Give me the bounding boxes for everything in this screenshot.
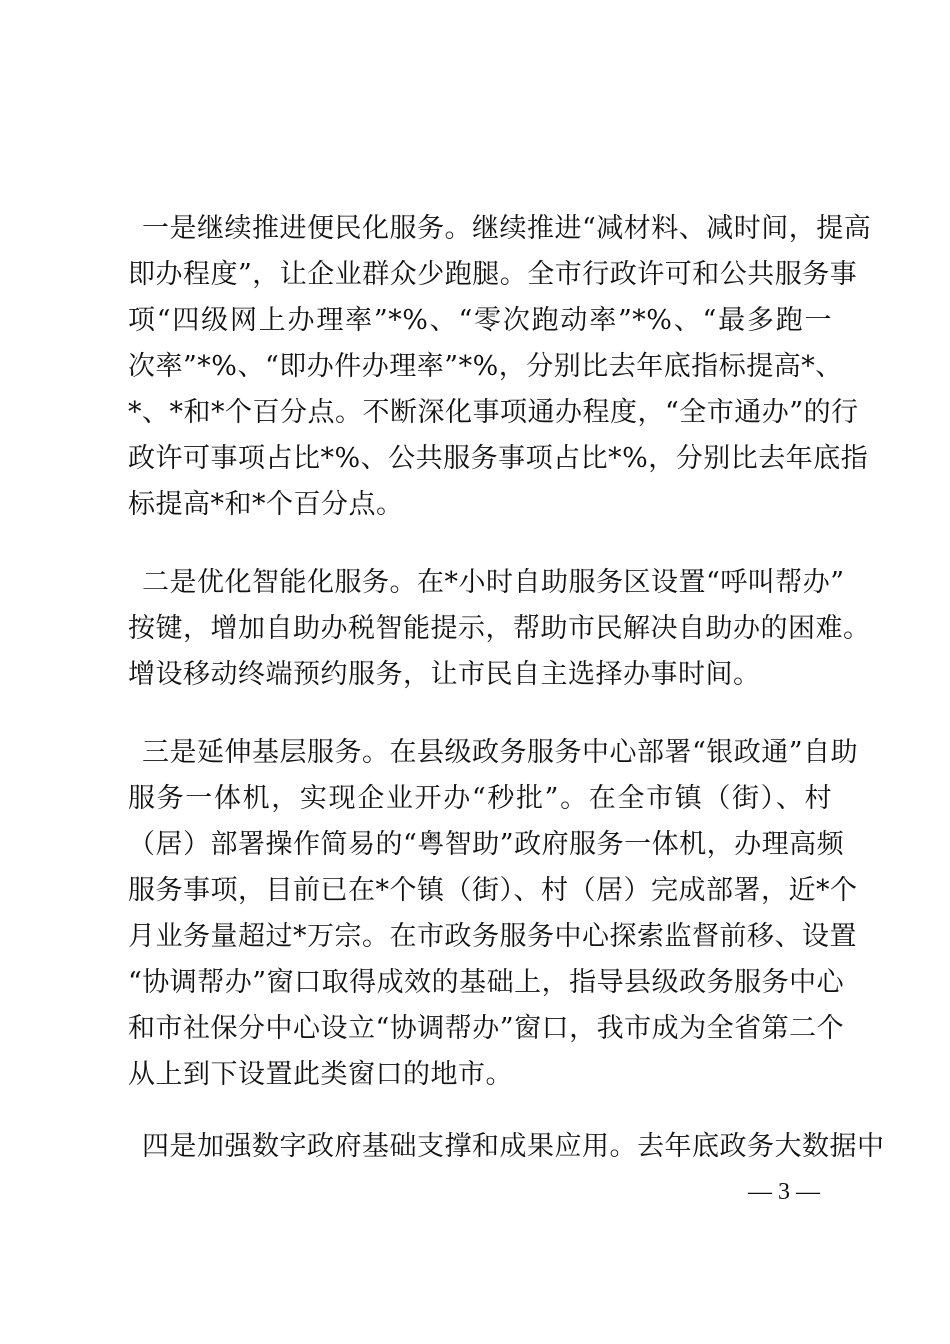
text-line: *、*和*个百分点。不断深化事项通办程度，“全市通办”的行 (128, 397, 859, 428)
text-line: 服务一体机，实现企业开办“秒批”。在全市镇（街）、村 (128, 783, 832, 814)
text-line: 三是延伸基层服务。在县级政务服务中心部署“银政通”自助 (142, 737, 859, 768)
text-line: 月业务量超过*万宗。在市政务服务中心探索监督前移、设置 (128, 921, 857, 952)
text-line: 服务事项，目前已在*个镇（街）、村（居）完成部署，近*个 (128, 875, 858, 906)
text-line: “协调帮办”窗口取得成效的基础上，指导县级政务服务中心 (128, 967, 845, 998)
text-line: 一是继续推进便民化服务。继续推进“减材料、减时间，提高 (142, 213, 872, 244)
text-line: 项“四级网上办理率”*%、“零次跑动率”*%、“最多跑一 (128, 305, 832, 336)
text-line: （居）部署操作简易的“粤智助”政府服务一体机，办理高频 (128, 829, 845, 860)
paragraph-grassroots-services (128, 730, 859, 1098)
text-line: 四是加强数字政府基础支撑和成果应用。去年底政务大数据中 (142, 1131, 885, 1162)
paragraph-smart-services (128, 560, 871, 698)
text-line: 增设移动终端预约服务，让市民自主选择办事时间。 (128, 659, 761, 690)
text-line: 和市社保分中心设立“协调帮办”窗口，我市成为全省第二个 (128, 1013, 845, 1044)
paragraph-digital-government (128, 1124, 885, 1170)
text-line: 按键，增加自助办税智能提示，帮助市民解决自助办的困难。 (128, 613, 871, 644)
text-line: 从上到下设置此类窗口的地市。 (128, 1059, 513, 1090)
text-line: 即办程度”，让企业群众少跑腿。全市行政许可和公共服务事 (128, 259, 858, 290)
paragraph-convenience-services (128, 206, 872, 528)
text-line: 政许可事项占比*%、公共服务事项占比*%，分别比去年底指 (128, 443, 869, 474)
page-number: — 3 — (748, 1179, 820, 1205)
text-line: 二是优化智能化服务。在*小时自助服务区设置“呼叫帮办” (142, 567, 845, 598)
text-line: 次率”*%、“即办件办理率”*%，分别比去年底指标提高*、 (128, 351, 843, 382)
text-line: 标提高*和*个百分点。 (128, 489, 404, 520)
